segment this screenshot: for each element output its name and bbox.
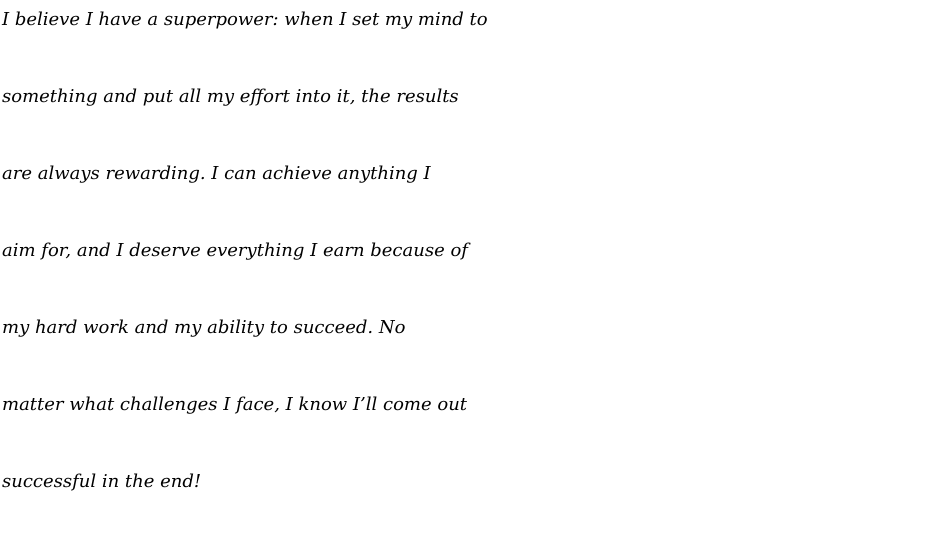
text-line-4: aim for, and I deserve everything I earn because of <box>2 240 468 261</box>
text-line-1: I believe I have a superpower: when I set my mind to <box>2 9 488 30</box>
text-line-2: something and put all my effort into it, the results <box>2 86 459 107</box>
text-block <box>2 0 945 539</box>
text-line-6: matter what challenges I face, I know I’ll come out <box>2 394 468 415</box>
text-line-3: are always rewarding. I can achieve anything I <box>2 163 431 184</box>
text-line-7: successful in the end! <box>2 471 202 492</box>
text-line-5: my hard work and my ability to succeed. No <box>2 317 406 338</box>
